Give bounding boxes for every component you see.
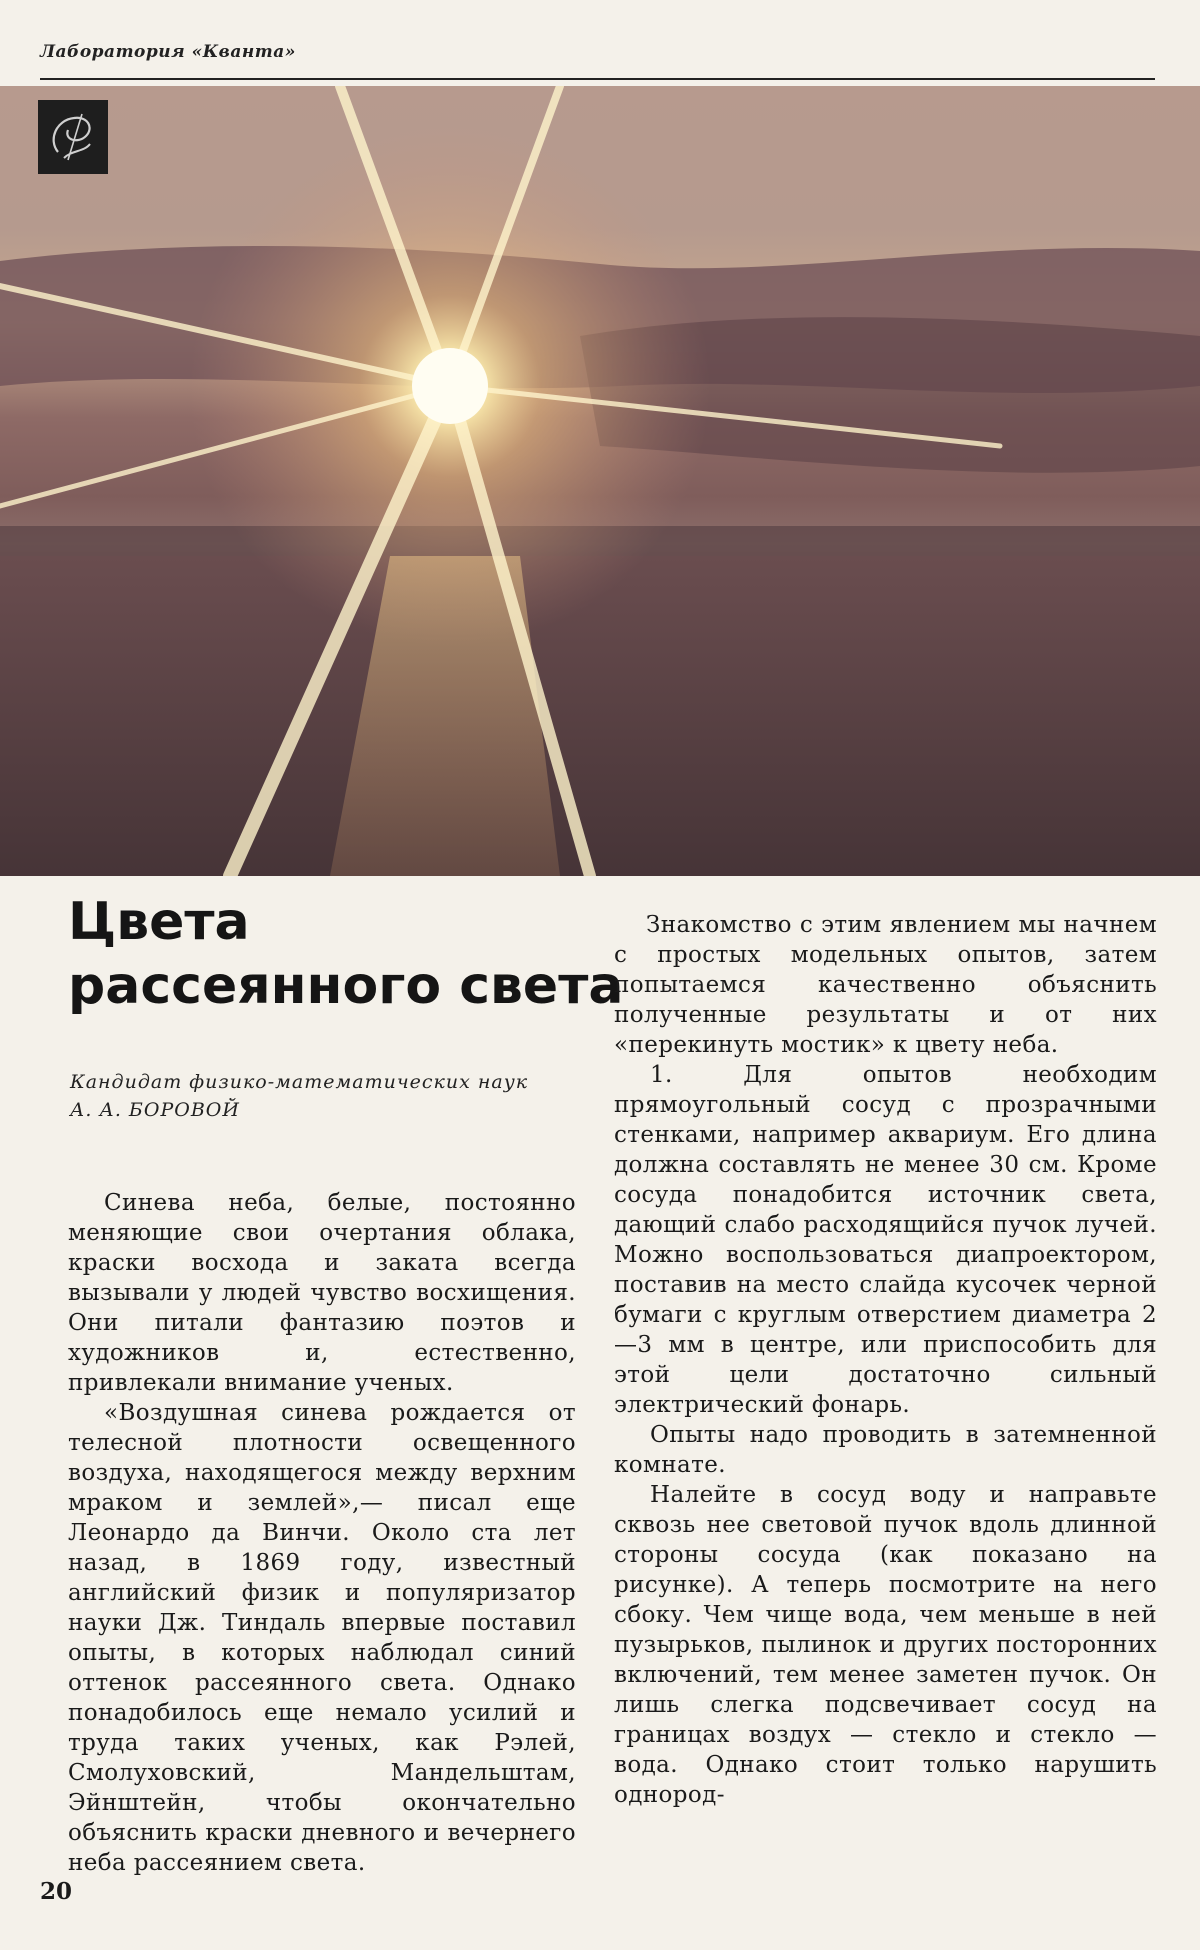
paragraph: Синева неба, белые, постоянно меняющие свои очертания облака, краски восхода и заката всегда вызывали у людей чувство восхищения. Они питали фантазию поэтов и художников и, естественно, привлекали внимание ученых. bbox=[68, 1190, 576, 1396]
paragraph: 1. Для опытов необходим прямоугольный сосуд с прозрачными стенками, например аквариум. Его длина должна составлять не менее 30 см. Кроме сосуда понадобится источник света, дающий слабо расходящийся пучок лучей. Можно воспользоваться диапроектором, поставив на место слайда кусочек черной бумаги с круглым отверстием диаметра 2—3 мм в центре, или приспособить для этой цели достаточно сильный электрический фонарь. bbox=[614, 1062, 1157, 1418]
paragraph: «Воздушная синева рождается от телесной плотности освещенного воздуха, находящегося между верхним мраком и землей»,— писал еще Леонардо да Винчи. Около ста лет назад, в 1869 году, известный английский физик и популяризатор науки Дж. Тиндаль впервые поставил опыты, в которых наблюдал синий оттенок рассеянного света. Однако понадобилось еще немало усилий и труда таких ученых, как Рэлей, Смолуховский, Мандельштам, Эйнштейн, чтобы окончательно объяснить краски дневного и вечернего неба рассеянием света. bbox=[68, 1400, 576, 1876]
left-column bbox=[68, 1188, 576, 1878]
author-name: А. А. БОРОВОЙ bbox=[70, 1099, 240, 1121]
section-header: Лаборатория «Кванта» bbox=[40, 42, 296, 62]
sunset-illustration bbox=[0, 86, 1200, 876]
water bbox=[0, 556, 1200, 876]
article-title bbox=[68, 890, 623, 1018]
right-column bbox=[614, 910, 1157, 1810]
sunset-photo bbox=[0, 86, 1200, 876]
author-degree: Кандидат физико-математических наук bbox=[70, 1071, 529, 1093]
byline bbox=[70, 1068, 528, 1124]
sun bbox=[412, 348, 488, 424]
paragraph: Налейте в сосуд воду и направьте сквозь нее световой пучок вдоль длинной стороны сосуда (как показано на рисунке). А теперь посмотрите на него сбоку. Чем чище вода, чем меньше в ней пузырьков, пылинок и других посторонних включений, тем менее заметен пучок. Он лишь слегка подсвечивает сосуд на границах воздух — стекло и стекло — вода. Однако стоит только нарушить однород- bbox=[614, 1482, 1157, 1808]
quantum-logo-icon bbox=[38, 100, 108, 174]
title-line-2: рассеянного света bbox=[68, 956, 624, 1016]
paragraph: Знакомство с этим явлением мы начнем с простых модельных опытов, затем попытаемся качественно объяснить полученные результаты и от них «перекинуть мостик» к цвету неба. bbox=[614, 912, 1157, 1058]
title-line-1: Цвета bbox=[68, 892, 250, 952]
header-rule bbox=[40, 78, 1155, 80]
paragraph: Опыты надо проводить в затемненной комнате. bbox=[614, 1422, 1157, 1478]
page-number: 20 bbox=[40, 1878, 73, 1905]
